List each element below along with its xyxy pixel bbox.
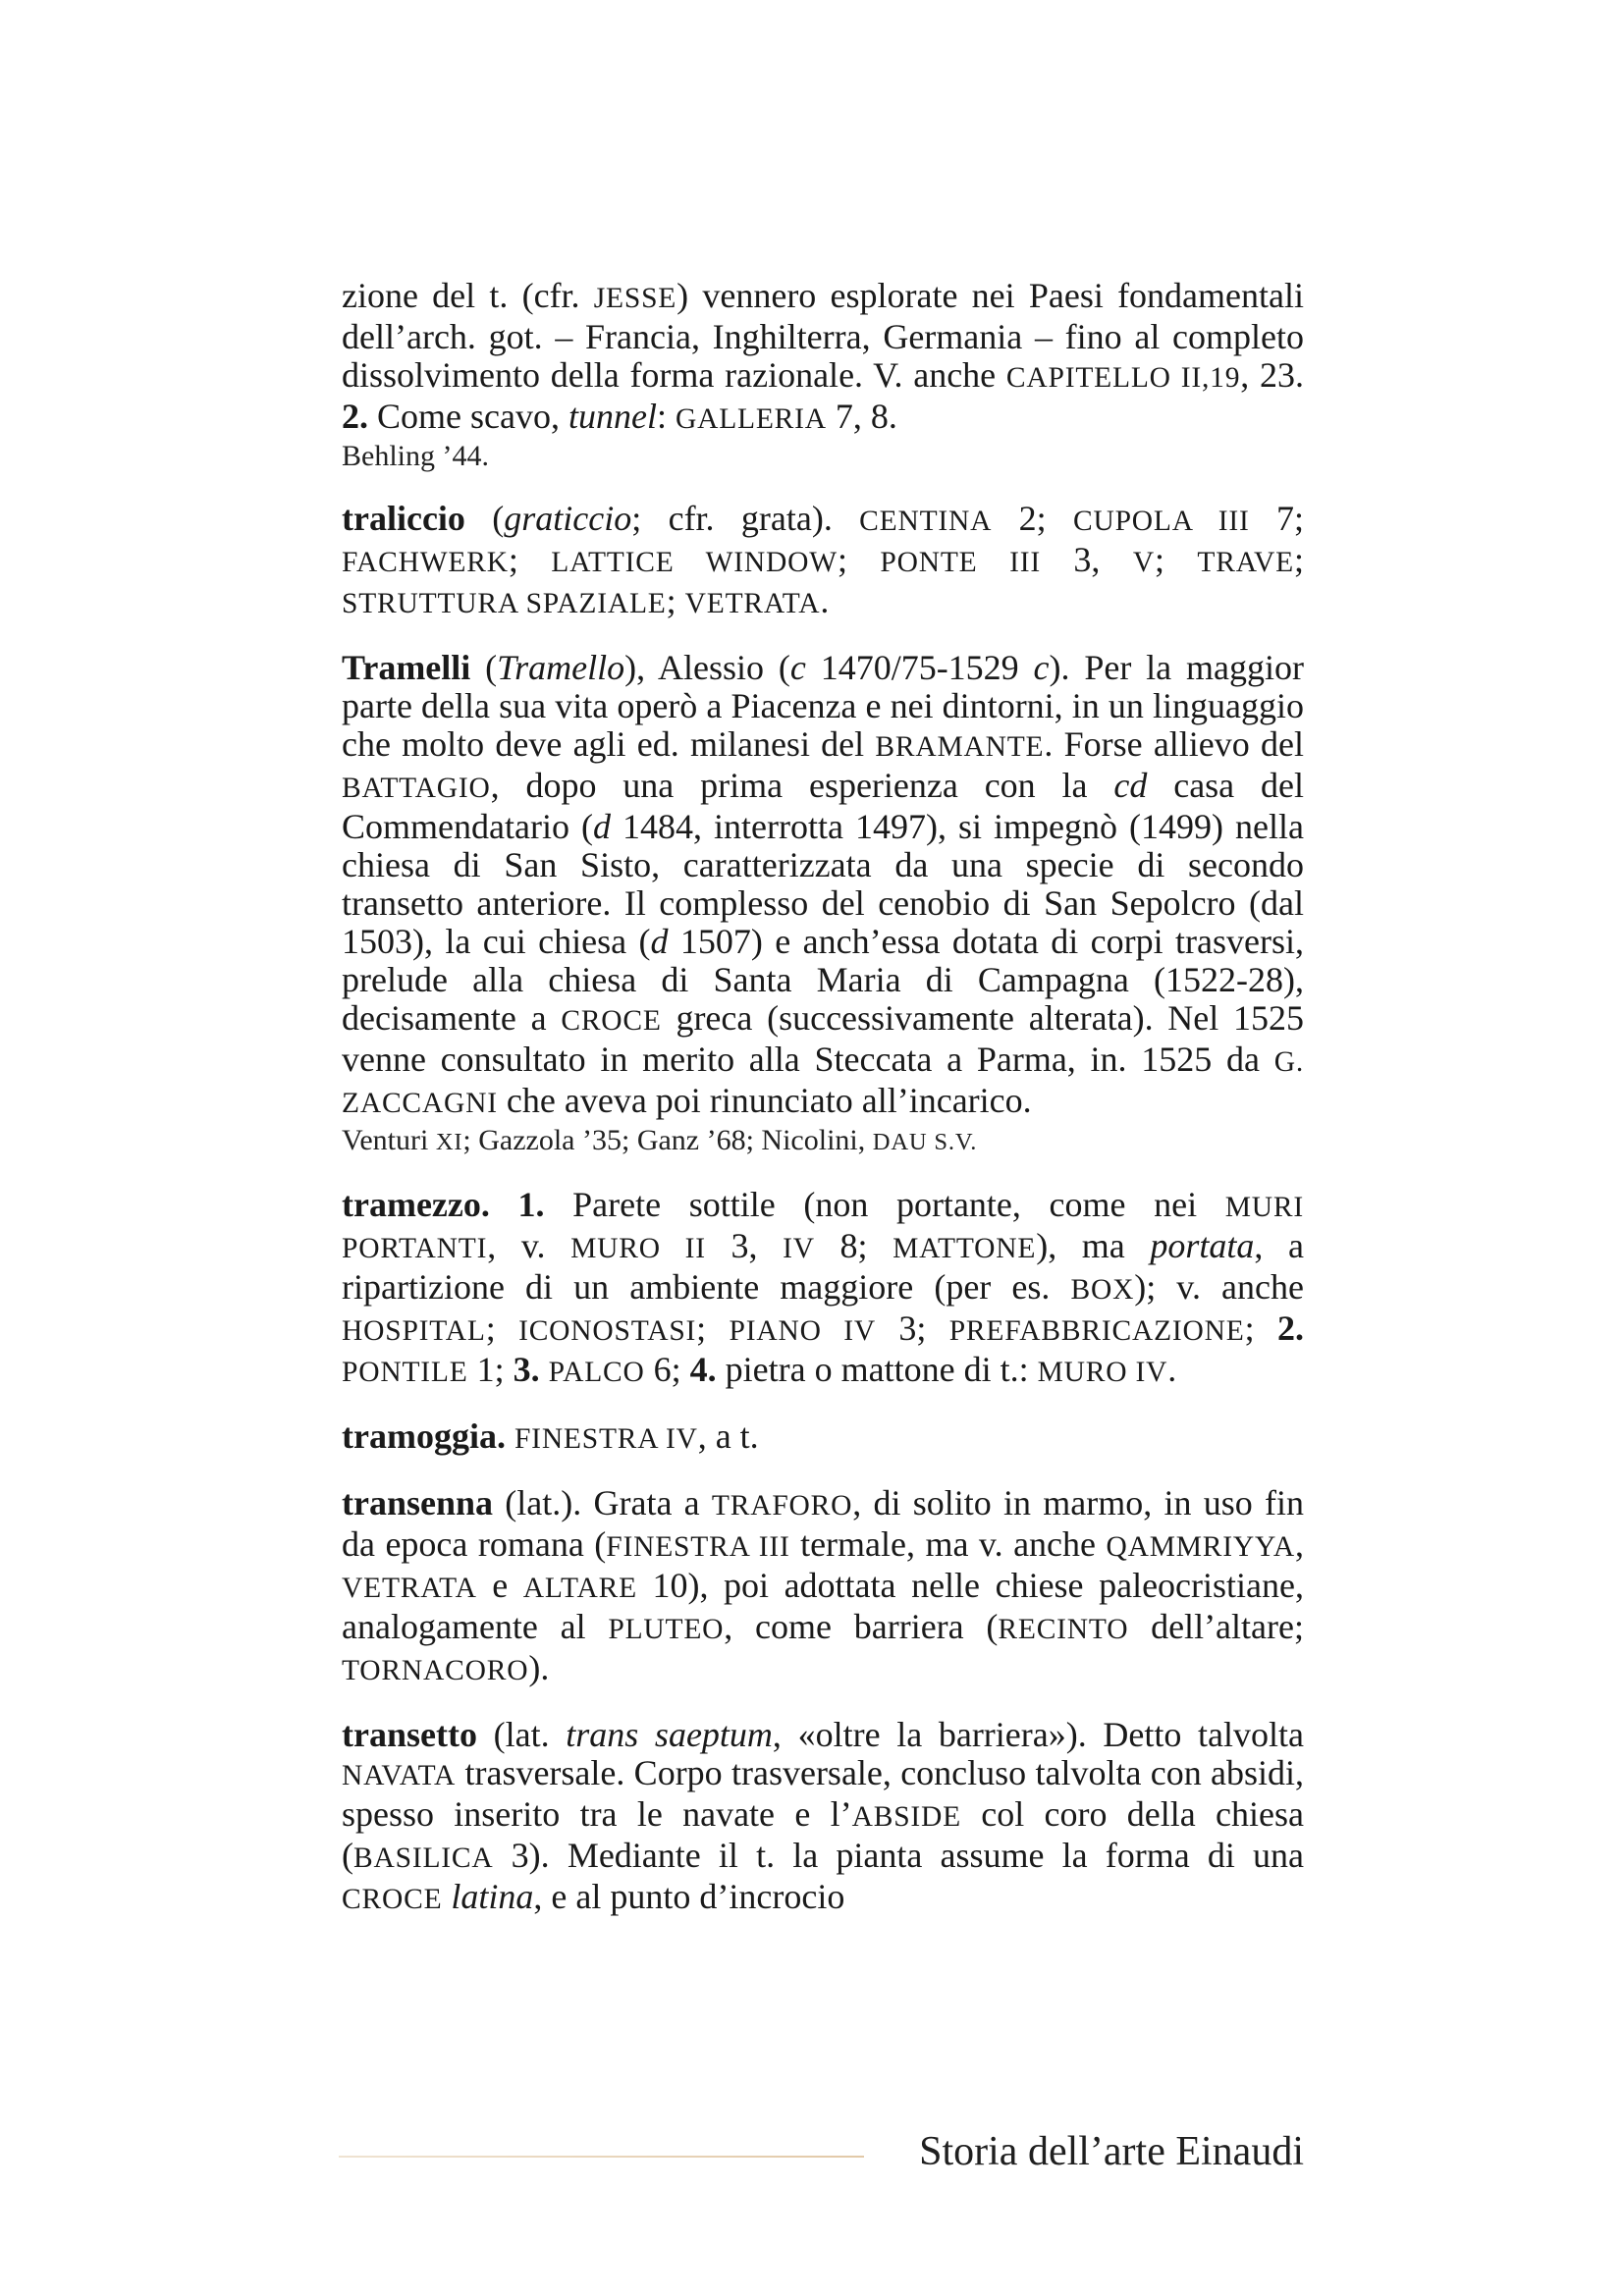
entry-tramezzo xyxy=(342,1186,1304,1392)
footer-rule xyxy=(339,2156,864,2158)
entry-transenna xyxy=(342,1484,1304,1690)
entry-tramelli xyxy=(342,649,1304,1160)
entry-text: traliccio (graticcio; cfr. grata). CENTINA 2; CUPOLA III 7; FACHWERK; LATTICE WINDOW; PONTE III 3, V; TRAVE; STRUTTURA SPAZIALE; VETRATA. xyxy=(342,499,1304,620)
entry-traliccio xyxy=(342,500,1304,623)
entry-text: Tramelli (Tramello), Alessio (c 1470/75-1529 c). Per la maggior parte della sua vita operò a Piacenza e nei dintorni, in un linguaggio che molto deve agli ed. milanesi del BRAMANTE. Forse allievo del BATTAGIO, dopo una prima esperienza con la cd casa del Commendatario (d 1484, interrotta 1497), si impegnò (1499) nella chiesa di San Sisto, caratterizzata da una specie di secondo transetto anteriore. Il complesso del cenobio di San Sepolcro (dal 1503), la cui chiesa (d 1507) e anch’essa dotata di corpi trasversi, prelude alla chiesa di Santa Maria di Campagna (1522-28), decisamente a CROCE greca (successivamente alterata). Nel 1525 venne consultato in merito alla Steccata a Parma, in. 1525 da G. ZACCAGNI che aveva poi rinunciato all’incarico. xyxy=(342,648,1305,1120)
entry-text: tramoggia. FINESTRA IV, a t. xyxy=(342,1416,759,1456)
entry-text: transetto (lat. trans saeptum, «oltre la barriera»). Detto talvolta NAVATA trasversale. Corpo trasversale, concluso talvolta con absidi, spesso inserito tra le navate e l’ABSIDE col coro della chiesa (BASILICA 3). Mediante il t. la pianta assume la forma di una CROCE latina, e al punto d’incrocio xyxy=(342,1715,1304,1916)
entry-traforo-continuation xyxy=(342,277,1304,474)
dictionary-page xyxy=(342,277,1304,1945)
entry-text: tramezzo. 1. Parete sottile (non portante, come nei MURI PORTANTI, v. MURO II 3, IV 8; MATTONE), ma portata, a ripartizione di un ambiente maggiore (per es. BOX); v. anche HOSPITAL; ICONOSTASI; PIANO IV 3; PREFABBRICAZIONE; 2. PONTILE 1; 3. PALCO 6; 4. pietra o mattone di t.: MURO IV. xyxy=(342,1185,1305,1389)
entry-text: zione del t. (cfr. JESSE) vennero esplorate nei Paesi fondamentali dell’arch. got. – Francia, Inghilterra, Germania – fino al completo dissolvimento della forma razionale. V. anche CAPITELLO II,19, 23. 2. Come scavo, tunnel: GALLERIA 7, 8. xyxy=(342,276,1305,436)
footer-title: Storia dell’arte Einaudi xyxy=(919,2129,1304,2174)
page-footer xyxy=(339,2128,1304,2177)
entry-tramoggia xyxy=(342,1417,1304,1459)
entry-text: transenna (lat.). Grata a TRAFORO, di solito in marmo, in uso fin da epoca romana (FINESTRA III termale, ma v. anche QAMMRIYYA, VETRATA e ALTARE 10), poi adottata nelle chiese paleocristiane, analogamente al PLUTEO, come barriera (RECINTO dell’altare; TORNACORO). xyxy=(342,1483,1304,1687)
entry-bibliography: Venturi XI; Gazzola ’35; Ganz ’68; Nicolini, DAU S.V. xyxy=(342,1124,978,1156)
entry-bibliography: Behling ’44. xyxy=(342,440,489,472)
entry-transetto xyxy=(342,1716,1304,1919)
